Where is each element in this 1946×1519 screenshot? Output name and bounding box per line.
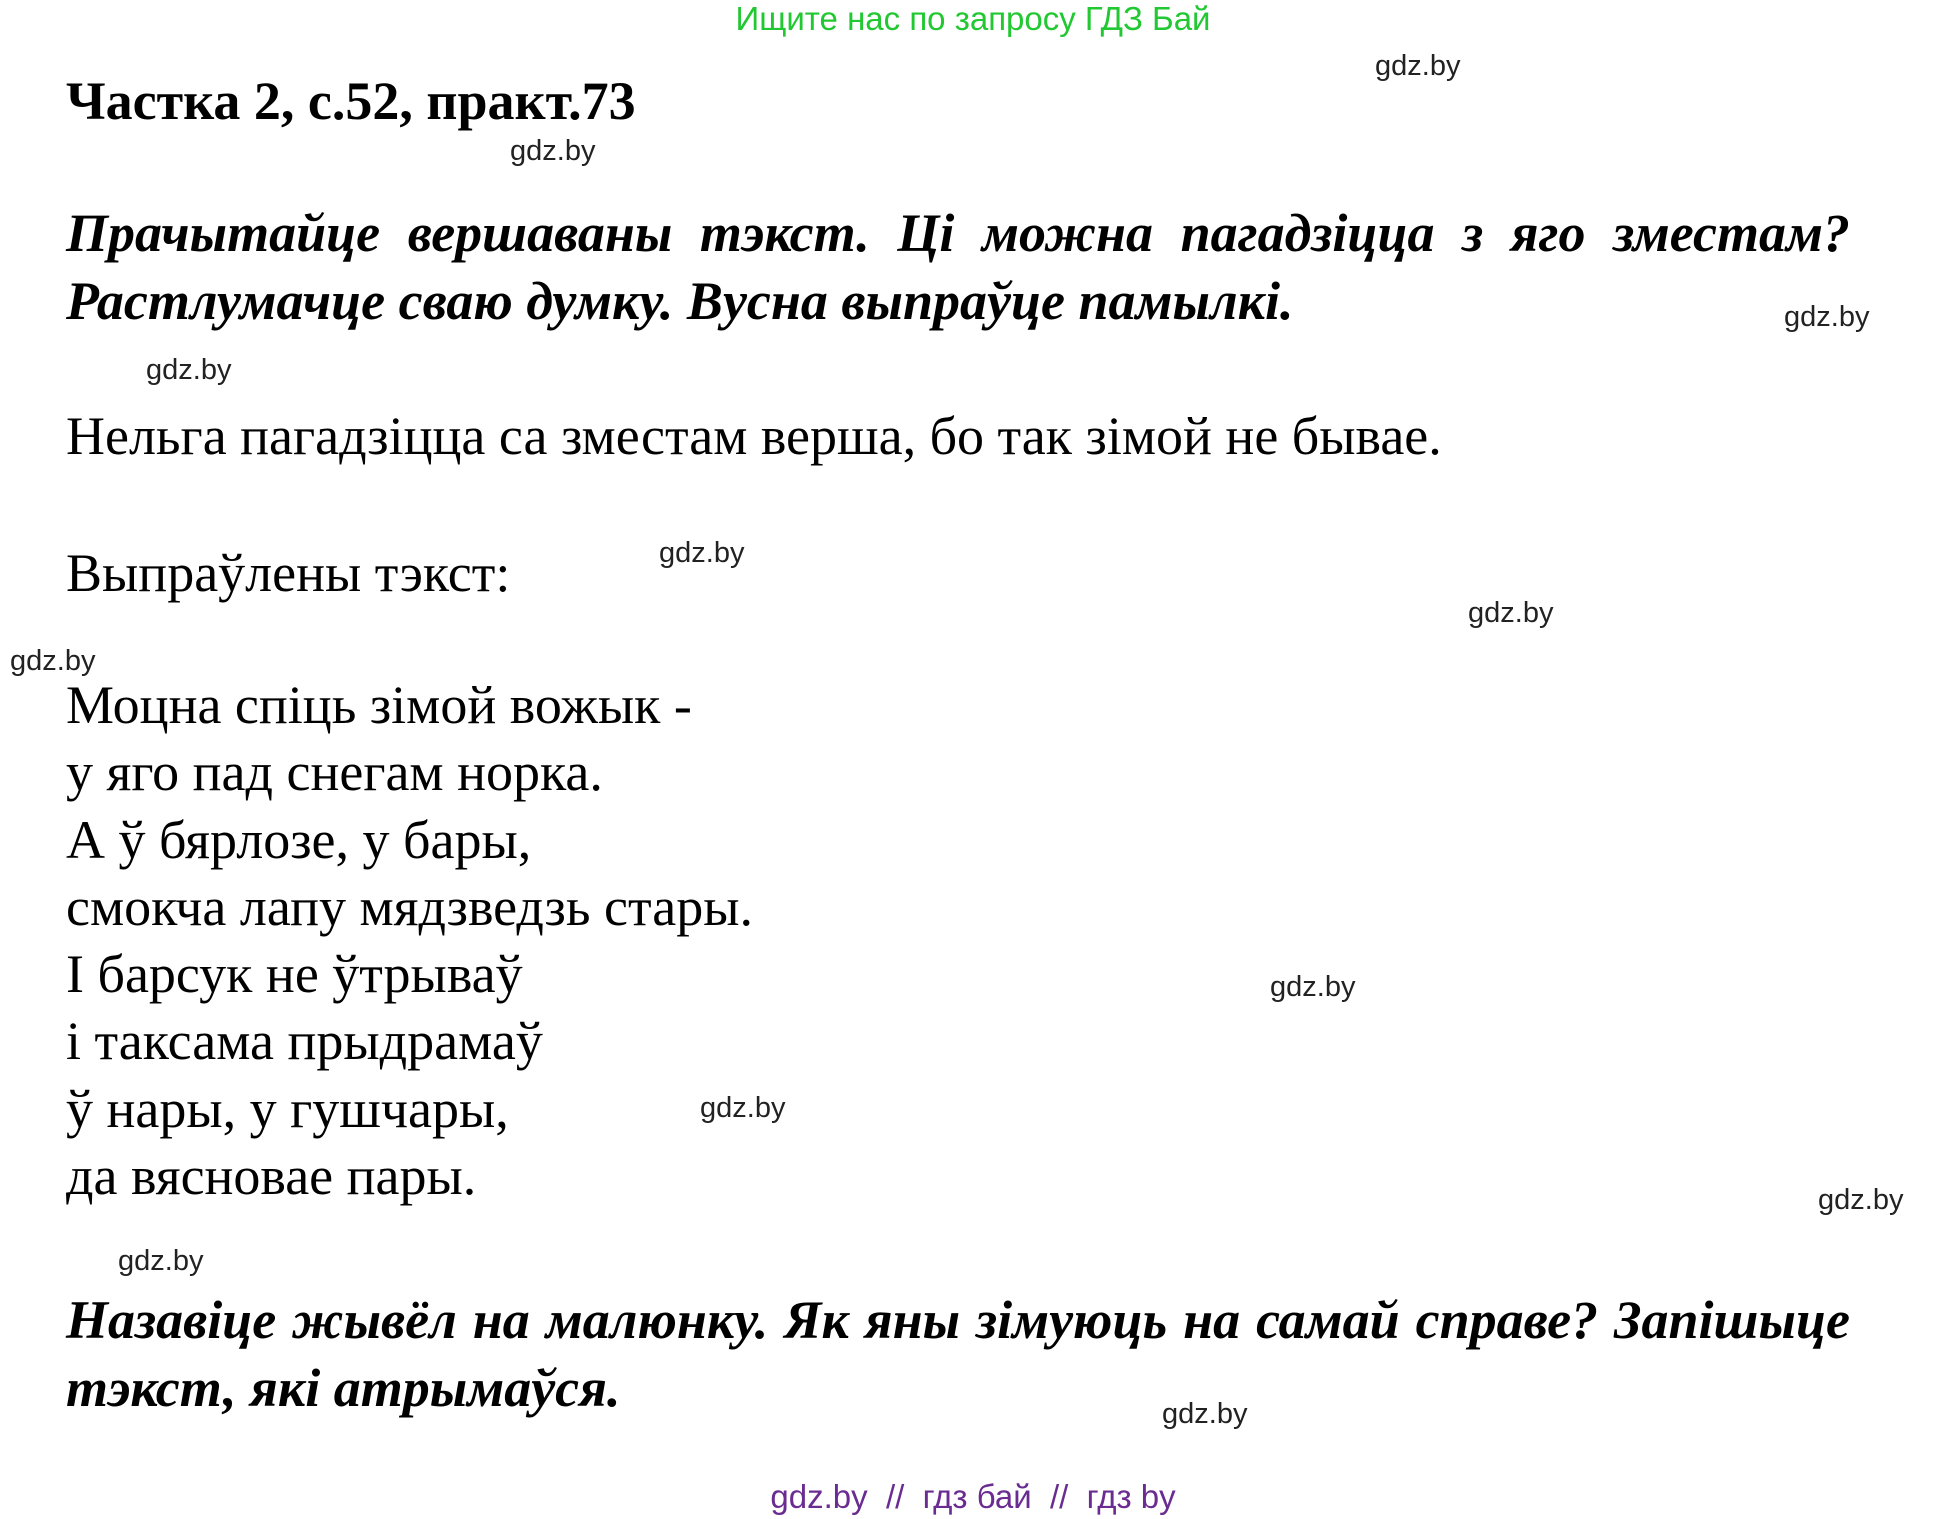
corrected-text-label: Выпраўлены тэкст: xyxy=(66,543,511,603)
poem-line: Моцна спіць зімой вожык - xyxy=(66,675,692,735)
watermark: gdz.by xyxy=(118,1245,204,1277)
task-instruction-2: Назавіце жывёл на малюнку. Як яны зімуюць на самай справе? Запішыце тэкст, які атрымаўся. xyxy=(66,1290,1850,1418)
watermark: gdz.by xyxy=(146,354,232,386)
poem-line: смокча лапу мядзведзь стары. xyxy=(66,876,753,937)
poem xyxy=(66,672,753,1210)
watermark: gdz.by xyxy=(1375,50,1461,82)
poem-line: ў нары, у гушчары, xyxy=(66,1078,509,1139)
watermark: gdz.by xyxy=(659,537,745,569)
page-title: Частка 2, с.52, практ.73 xyxy=(66,71,636,131)
footer-links: gdz.by // гдз бай // гдз by xyxy=(770,1478,1176,1515)
watermark: gdz.by xyxy=(700,1092,786,1124)
watermark: gdz.by xyxy=(1784,301,1870,333)
watermark: gdz.by xyxy=(10,645,96,677)
watermark: gdz.by xyxy=(1270,971,1356,1003)
poem-line: А ў бярлозе, у бары, xyxy=(66,809,532,870)
poem-line: І барсук не ўтрываў xyxy=(66,944,523,1005)
watermark: gdz.by xyxy=(1818,1184,1904,1216)
task-instruction-1: Прачытайце вершаваны тэкст. Ці можна пагадзіцца з яго зместам? Растлумачце сваю думку. Вусна выпраўце памылкі. xyxy=(66,203,1850,331)
watermark: gdz.by xyxy=(510,135,596,167)
search-banner: Ищите нас по запросу ГДЗ Бай xyxy=(735,0,1211,37)
watermark: gdz.by xyxy=(1162,1398,1248,1430)
answer-text: Нельга пагадзіцца са зместам верша, бо так зімой не бывае. xyxy=(66,406,1442,466)
watermark: gdz.by xyxy=(1468,597,1554,629)
poem-line: і таксама прыдрамаў xyxy=(66,1011,543,1072)
poem-line: да вясновае пары. xyxy=(66,1146,477,1207)
poem-line: у яго пад снегам норка. xyxy=(66,742,603,803)
